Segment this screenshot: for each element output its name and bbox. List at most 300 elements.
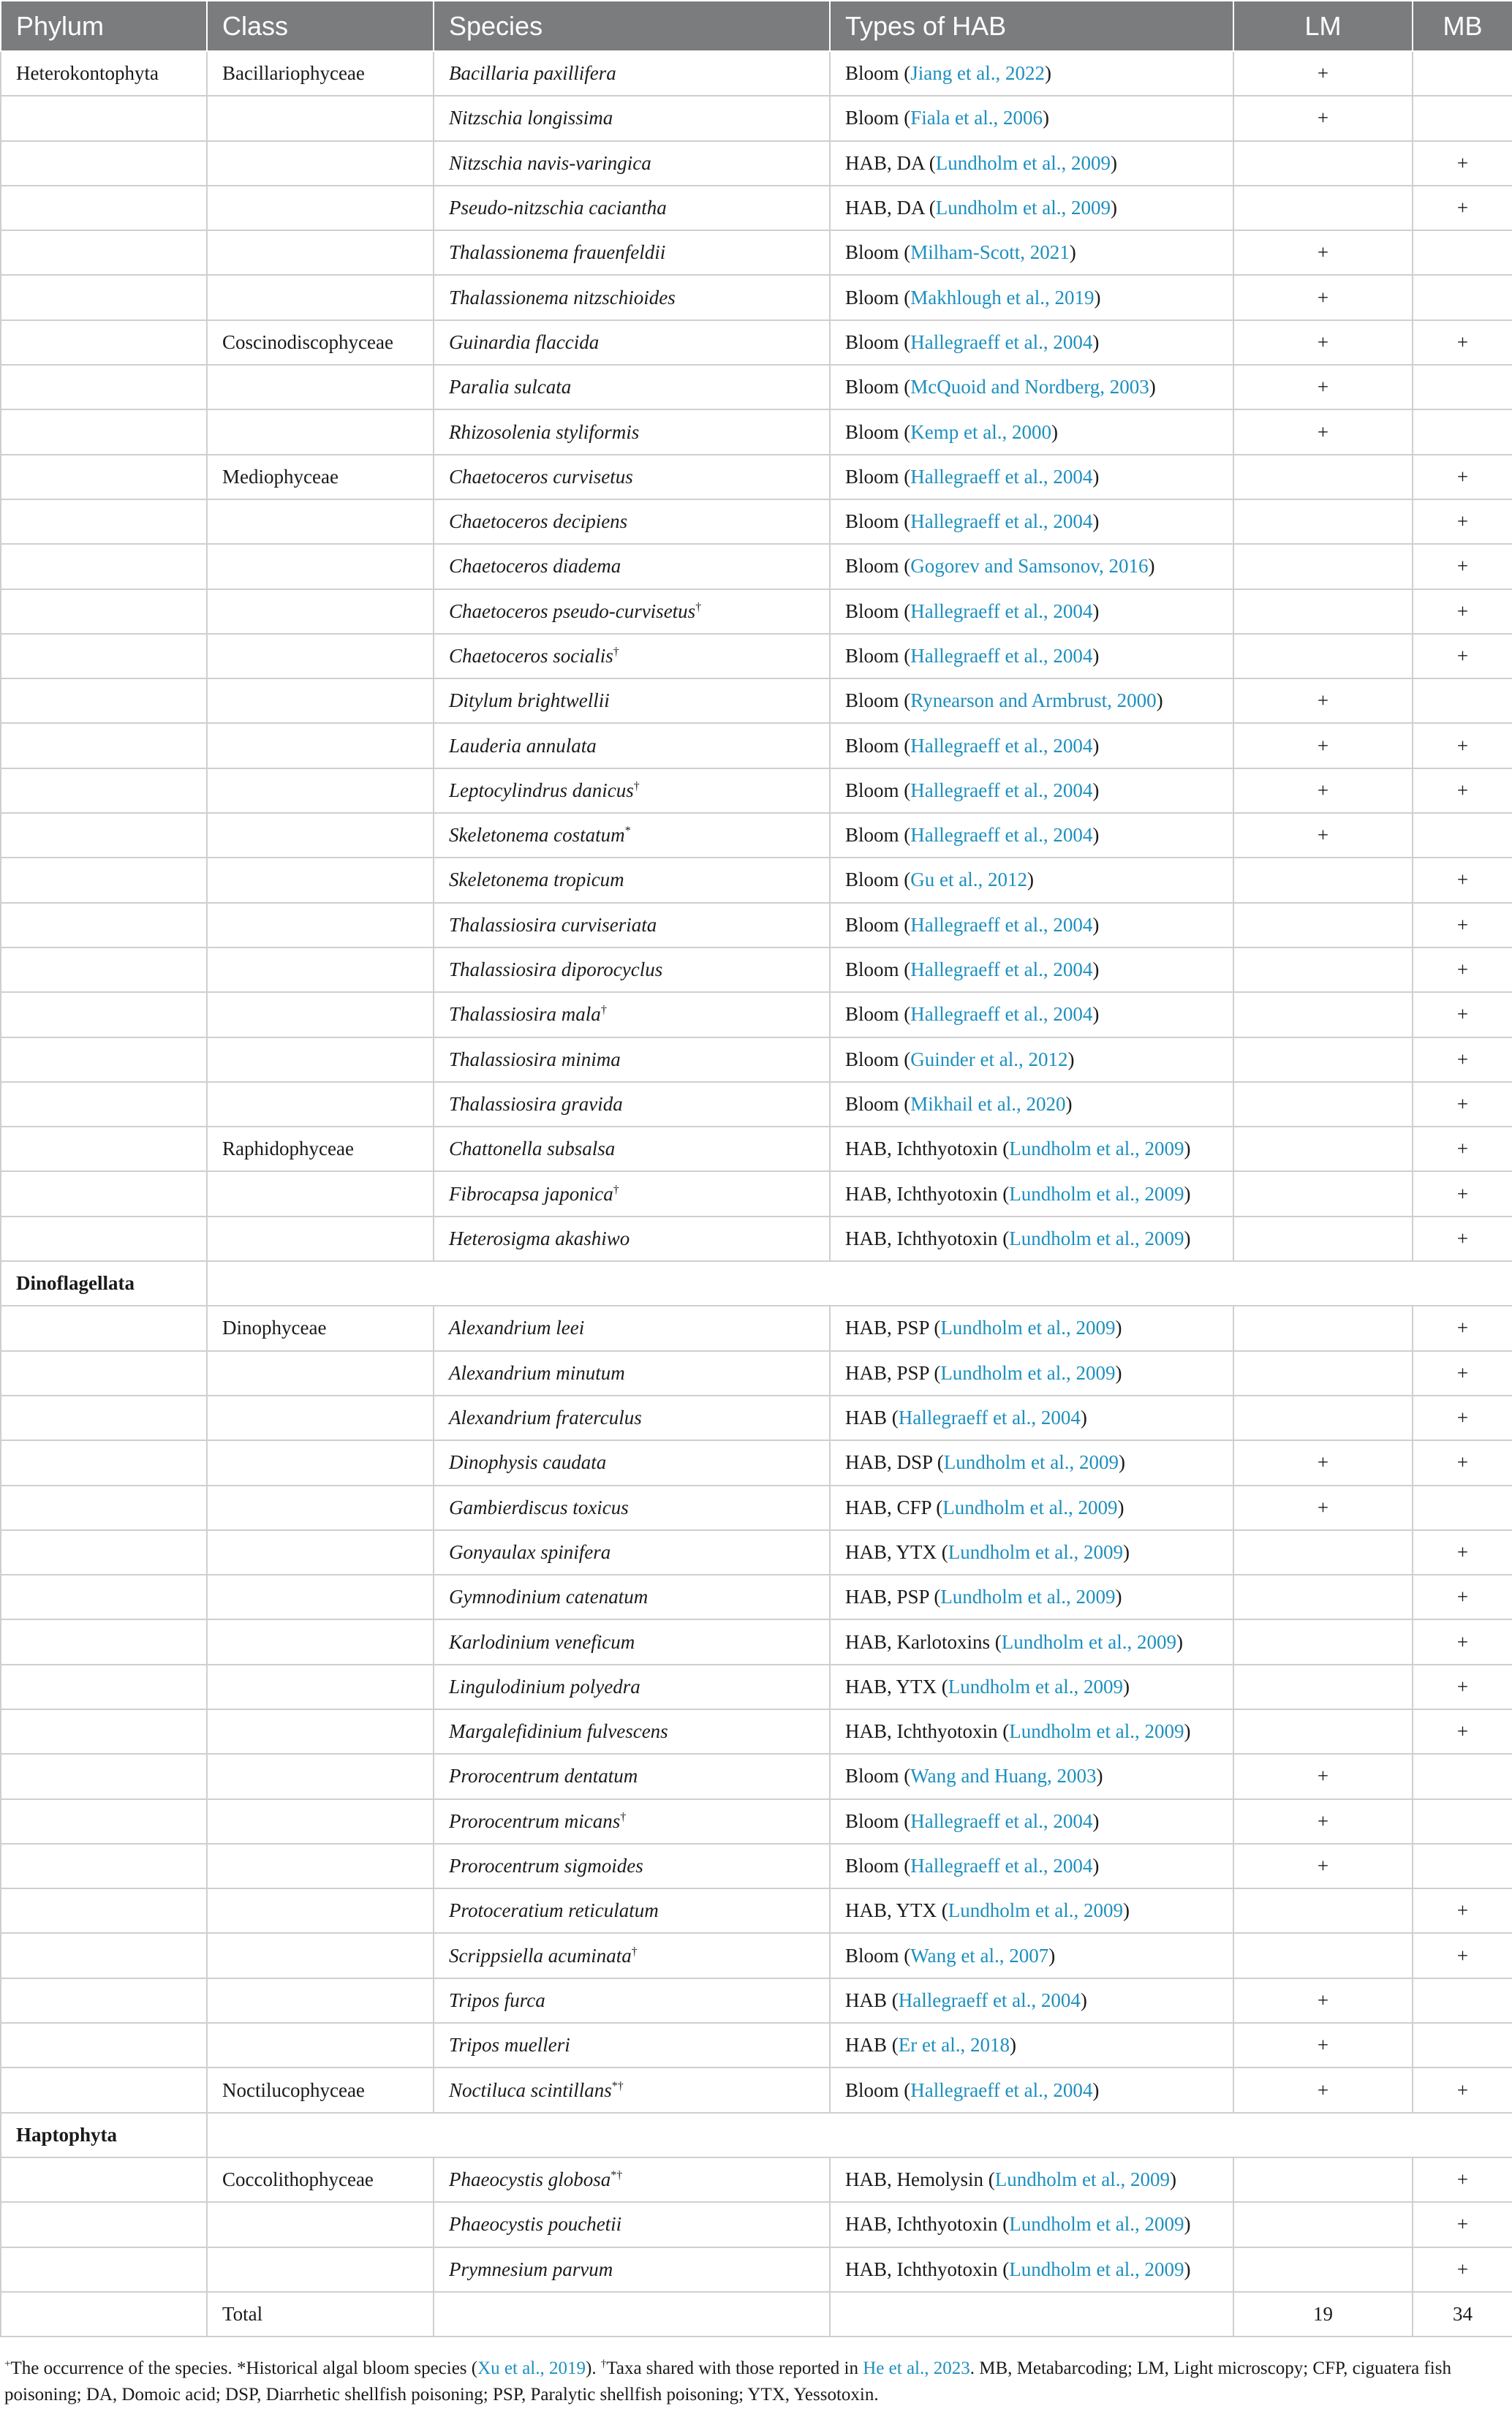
hab-type-text: Bloom (845, 555, 899, 578)
hab-type-text: Bloom (845, 465, 899, 488)
species-cell (434, 2023, 830, 2068)
species-row (1, 275, 1512, 319)
species-name: Thalassionema frauenfeldii (449, 241, 666, 264)
reference-link[interactable]: Milham-Scott, 2021 (910, 241, 1070, 264)
species-row (1, 768, 1512, 813)
class-cell (207, 1082, 434, 1127)
phylum-cell (1, 409, 207, 454)
class-cell (207, 903, 434, 947)
header-row (1, 1, 1512, 51)
hab-type-cell: HAB (Hallegraeff et al., 2004) (830, 1978, 1233, 2023)
lm-cell: + (1233, 723, 1413, 768)
reference-link[interactable]: Wang and Huang, 2003 (910, 1765, 1097, 1787)
hab-type-cell: HAB, PSP (Lundholm et al., 2009) (830, 1306, 1233, 1350)
reference-link[interactable]: Hallegraeff et al., 2004 (910, 465, 1093, 488)
phylum-cell (1, 1486, 207, 1530)
reference-link[interactable]: Lundholm et al., 2009 (1009, 2258, 1184, 2280)
hab-type-text: Bloom (845, 241, 899, 264)
reference-link[interactable]: Lundholm et al., 2009 (1009, 1227, 1184, 1249)
class-cell (207, 1396, 434, 1440)
hab-type-cell: HAB, YTX (Lundholm et al., 2009) (830, 1888, 1233, 1933)
class-cell (207, 1037, 434, 1082)
hab-type-text: HAB, YTX (845, 1675, 937, 1698)
hab-type-text: HAB, PSP (845, 1317, 929, 1339)
mb-cell: + (1413, 1709, 1512, 1754)
empty-cell (1, 2292, 207, 2337)
lm-cell (1233, 1888, 1413, 1933)
reference-link[interactable]: Lundholm et al., 2009 (948, 1899, 1123, 1922)
mb-cell: + (1413, 992, 1512, 1037)
empty-cell (207, 2113, 1512, 2157)
species-cell (434, 1888, 830, 1933)
hab-type-text: Bloom (845, 510, 899, 533)
species-cell (434, 1530, 830, 1575)
mb-cell: + (1413, 903, 1512, 947)
species-name: Phaeocystis pouchetii (449, 2213, 622, 2236)
class-cell (207, 186, 434, 230)
species-name: Thalassiosira minima (449, 1048, 621, 1070)
species-name: Lingulodinium polyedra (449, 1675, 640, 1698)
lm-cell: + (1233, 768, 1413, 813)
class-cell (207, 1844, 434, 1888)
species-row (1, 2202, 1512, 2247)
footnote-text: ). (586, 2358, 601, 2378)
species-name: Bacillaria paxillifera (449, 62, 616, 85)
hab-type-text: Bloom (845, 734, 899, 757)
phylum-cell (1, 2068, 207, 2112)
reference-link[interactable]: Kemp et al., 2000 (910, 420, 1051, 443)
species-name: Fibrocapsa japonica (449, 1182, 613, 1205)
species-cell (434, 2202, 830, 2247)
reference-link[interactable]: Lundholm et al., 2009 (1009, 2213, 1184, 2236)
phylum-cell (1, 230, 207, 275)
species-cell (434, 186, 830, 230)
empty-cell (207, 1261, 1512, 1306)
species-name: Nitzschia longissima (449, 107, 613, 129)
reference-link[interactable]: Lundholm et al., 2009 (943, 1451, 1119, 1474)
phylum-cell (1, 1888, 207, 1933)
lm-cell (1233, 1082, 1413, 1127)
hab-type-text: HAB (845, 2034, 888, 2057)
class-cell (207, 1799, 434, 1844)
phylum-cell (1, 1082, 207, 1127)
mb-cell: + (1413, 455, 1512, 499)
species-row (1, 320, 1512, 365)
reference-link[interactable]: Lundholm et al., 2009 (940, 1586, 1116, 1608)
species-mark: † (631, 1945, 638, 1958)
hab-type-cell: Bloom (Gogorev and Samsonov, 2016) (830, 544, 1233, 589)
hab-type-cell: Bloom (Wang et al., 2007) (830, 1933, 1233, 1978)
footnote-reference-link[interactable]: Xu et al., 2019 (477, 2358, 586, 2378)
phylum-cell (1, 365, 207, 409)
species-row (1, 499, 1512, 544)
hab-type-cell: Bloom (Rynearson and Armbrust, 2000) (830, 678, 1233, 723)
lm-cell (1233, 2202, 1413, 2247)
species-row (1, 230, 1512, 275)
species-row (1, 1306, 1512, 1350)
reference-link[interactable]: Lundholm et al., 2009 (948, 1675, 1123, 1698)
mb-cell (1413, 1799, 1512, 1844)
phylum-cell (1, 1933, 207, 1978)
mb-cell: + (1413, 1888, 1512, 1933)
lm-cell: + (1233, 1799, 1413, 1844)
hab-type-text: HAB (845, 1407, 888, 1429)
species-row (1, 1754, 1512, 1798)
reference-link[interactable]: Lundholm et al., 2009 (1009, 1182, 1184, 1205)
species-mark: † (613, 1183, 619, 1196)
lm-cell: + (1233, 409, 1413, 454)
hab-type-cell: HAB, Ichthyotoxin (Lundholm et al., 2009) (830, 1709, 1233, 1754)
hab-type-text: HAB, PSP (845, 1361, 929, 1384)
lm-cell (1233, 858, 1413, 902)
phylum-cell (1, 544, 207, 589)
class-cell (207, 723, 434, 768)
mb-cell (1413, 2023, 1512, 2068)
mb-cell (1413, 96, 1512, 140)
species-mark: † (695, 600, 702, 613)
phylum-cell (1, 1709, 207, 1754)
hab-type-cell: HAB (Hallegraeff et al., 2004) (830, 1396, 1233, 1440)
lm-cell (1233, 1306, 1413, 1350)
hab-type-text: Bloom (845, 1048, 899, 1070)
hab-type-cell: Bloom (Hallegraeff et al., 2004) (830, 813, 1233, 858)
species-mark: † (600, 1004, 607, 1017)
reference-link[interactable]: Hallegraeff et al., 2004 (898, 1989, 1081, 2011)
hab-type-cell: Bloom (Hallegraeff et al., 2004) (830, 499, 1233, 544)
species-row (1, 1799, 1512, 1844)
mb-cell: + (1413, 1217, 1512, 1261)
species-cell (434, 544, 830, 589)
species-name: Nitzschia navis-varingica (449, 151, 651, 174)
species-row (1, 1709, 1512, 1754)
lm-cell (1233, 1037, 1413, 1082)
reference-link[interactable]: Gu et al., 2012 (910, 869, 1027, 891)
class-cell (207, 858, 434, 902)
reference-link[interactable]: Hallegraeff et al., 2004 (910, 779, 1093, 801)
mb-cell: + (1413, 1530, 1512, 1575)
hab-type-cell: HAB, YTX (Lundholm et al., 2009) (830, 1665, 1233, 1709)
hab-type-cell: Bloom (Wang and Huang, 2003) (830, 1754, 1233, 1798)
hab-type-cell: Bloom (Hallegraeff et al., 2004) (830, 634, 1233, 678)
hab-type-cell: Bloom (Hallegraeff et al., 2004) (830, 320, 1233, 365)
reference-link[interactable]: Lundholm et al., 2009 (940, 1317, 1116, 1339)
hab-type-text: Bloom (845, 1765, 899, 1787)
mb-cell: + (1413, 141, 1512, 186)
class-cell (207, 1351, 434, 1396)
species-name: Margalefidinium fulvescens (449, 1720, 668, 1743)
hab-type-text: HAB, YTX (845, 1899, 937, 1922)
reference-link[interactable]: Hallegraeff et al., 2004 (910, 2078, 1093, 2101)
reference-link[interactable]: Lundholm et al., 2009 (994, 2168, 1170, 2191)
species-name: Chaetoceros socialis (449, 645, 613, 667)
reference-link[interactable]: Wang et al., 2007 (910, 1944, 1049, 1967)
mb-cell: + (1413, 1171, 1512, 1216)
species-row (1, 1575, 1512, 1619)
hab-type-text: Bloom (845, 62, 899, 85)
mb-cell (1413, 813, 1512, 858)
mb-cell: + (1413, 1082, 1512, 1127)
reference-link[interactable]: Lundholm et al., 2009 (948, 1540, 1123, 1563)
mb-cell (1413, 1978, 1512, 2023)
phylum-cell (1, 1575, 207, 1619)
class-cell (207, 813, 434, 858)
phylum-cell (1, 1127, 207, 1171)
species-name: Thalassiosira curviseriata (449, 913, 657, 936)
mb-cell: + (1413, 1575, 1512, 1619)
hab-type-cell: Bloom (Hallegraeff et al., 2004) (830, 768, 1233, 813)
phylum-cell (1, 768, 207, 813)
species-name: Ditylum brightwellii (449, 689, 610, 712)
reference-link[interactable]: Hallegraeff et al., 2004 (910, 734, 1093, 757)
lm-cell (1233, 1171, 1413, 1216)
species-row (1, 1351, 1512, 1396)
reference-link[interactable]: Fiala et al., 2006 (910, 107, 1043, 129)
hab-type-text: HAB, DSP (845, 1451, 933, 1474)
phylum-cell (1, 1978, 207, 2023)
reference-link[interactable]: Hallegraeff et al., 2004 (910, 1003, 1093, 1026)
reference-link[interactable]: Hallegraeff et al., 2004 (898, 1407, 1081, 1429)
reference-link[interactable]: Makhlough et al., 2019 (910, 286, 1095, 309)
species-cell (434, 768, 830, 813)
hab-type-text: HAB, Karlotoxins (845, 1630, 990, 1653)
hab-type-cell: HAB, CFP (Lundholm et al., 2009) (830, 1486, 1233, 1530)
species-cell (434, 1799, 830, 1844)
hab-type-cell: HAB, Hemolysin (Lundholm et al., 2009) (830, 2157, 1233, 2202)
reference-link[interactable]: Er et al., 2018 (898, 2034, 1010, 2057)
reference-link[interactable]: Hallegraeff et al., 2004 (910, 958, 1093, 981)
hab-type-text: HAB, Ichthyotoxin (845, 1138, 998, 1160)
hab-type-text: Bloom (845, 1809, 899, 1832)
phylum-cell (1, 903, 207, 947)
phylum-cell (1, 1619, 207, 1664)
reference-link[interactable]: Hallegraeff et al., 2004 (910, 645, 1093, 667)
phylum-cell (1, 634, 207, 678)
hab-type-text: HAB, Ichthyotoxin (845, 1720, 998, 1743)
class-cell (207, 1665, 434, 1709)
table-body (1, 51, 1512, 2337)
hab-type-cell: HAB, DSP (Lundholm et al., 2009) (830, 1440, 1233, 1485)
species-row (1, 1396, 1512, 1440)
hab-type-text: HAB, Ichthyotoxin (845, 1227, 998, 1249)
mb-cell: + (1413, 186, 1512, 230)
reference-link[interactable]: Lundholm et al., 2009 (1009, 1138, 1184, 1160)
reference-link[interactable]: Jiang et al., 2022 (910, 62, 1045, 85)
header-lm: LM (1233, 1, 1413, 51)
species-cell (434, 1082, 830, 1127)
species-cell (434, 992, 830, 1037)
reference-link[interactable]: Lundholm et al., 2009 (1001, 1630, 1176, 1653)
lm-cell: + (1233, 230, 1413, 275)
class-cell (207, 499, 434, 544)
lm-cell: + (1233, 320, 1413, 365)
hab-type-cell: HAB, Karlotoxins (Lundholm et al., 2009) (830, 1619, 1233, 1664)
reference-link[interactable]: Lundholm et al., 2009 (1009, 1720, 1184, 1743)
reference-link[interactable]: Lundholm et al., 2009 (935, 151, 1111, 174)
species-name: Alexandrium minutum (449, 1361, 625, 1384)
lm-cell (1233, 1127, 1413, 1171)
species-cell (434, 455, 830, 499)
species-name: Paralia sulcata (449, 376, 572, 398)
class-cell: Dinophyceae (207, 1306, 434, 1350)
species-cell (434, 1351, 830, 1396)
mb-cell: + (1413, 1037, 1512, 1082)
species-cell (434, 1440, 830, 1485)
mb-cell: + (1413, 1127, 1512, 1171)
lm-cell (1233, 2247, 1413, 2292)
class-cell (207, 1709, 434, 1754)
species-name: Alexandrium fraterculus (449, 1407, 642, 1429)
table-footnote (4, 2356, 1503, 2408)
hab-type-cell: Bloom (Hallegraeff et al., 2004) (830, 589, 1233, 634)
species-row (1, 947, 1512, 992)
species-name: Alexandrium leei (449, 1317, 585, 1339)
species-name: Thalassiosira mala (449, 1003, 601, 1026)
reference-link[interactable]: Hallegraeff et al., 2004 (910, 1855, 1093, 1877)
phylum-group-row (1, 1261, 1512, 1306)
hab-type-cell: Bloom (Hallegraeff et al., 2004) (830, 903, 1233, 947)
species-row (1, 1844, 1512, 1888)
hab-type-text: HAB, DA (845, 197, 925, 219)
species-row (1, 2023, 1512, 2068)
hab-type-cell: Bloom (Hallegraeff et al., 2004) (830, 455, 1233, 499)
hab-type-cell: Bloom (Hallegraeff et al., 2004) (830, 1799, 1233, 1844)
hab-type-cell: HAB, Ichthyotoxin (Lundholm et al., 2009) (830, 1171, 1233, 1216)
hab-type-text: HAB, PSP (845, 1586, 929, 1608)
hab-type-cell: Bloom (Hallegraeff et al., 2004) (830, 1844, 1233, 1888)
hab-type-cell: HAB, YTX (Lundholm et al., 2009) (830, 1530, 1233, 1575)
hab-type-text: Bloom (845, 1092, 899, 1115)
species-cell (434, 1709, 830, 1754)
species-cell (434, 1754, 830, 1798)
species-row (1, 96, 1512, 140)
hab-type-cell: Bloom (Guinder et al., 2012) (830, 1037, 1233, 1082)
reference-link[interactable]: Gogorev and Samsonov, 2016 (910, 555, 1149, 578)
reference-link[interactable]: Hallegraeff et al., 2004 (910, 510, 1093, 533)
reference-link[interactable]: Lundholm et al., 2009 (940, 1361, 1116, 1384)
lm-cell (1233, 1665, 1413, 1709)
hab-type-text: HAB, YTX (845, 1540, 937, 1563)
header-phylum: Phylum (1, 1, 207, 51)
species-cell (434, 1217, 830, 1261)
phylum-cell (1, 947, 207, 992)
mb-cell (1413, 1844, 1512, 1888)
hab-type-text: HAB, Ichthyotoxin (845, 2213, 998, 2236)
reference-link[interactable]: Mikhail et al., 2020 (910, 1092, 1066, 1115)
species-name: Prymnesium parvum (449, 2258, 613, 2280)
species-row (1, 1888, 1512, 1933)
hab-type-cell: Bloom (Hallegraeff et al., 2004) (830, 947, 1233, 992)
lm-cell: + (1233, 678, 1413, 723)
hab-type-text: HAB, Ichthyotoxin (845, 1182, 998, 1205)
phylum-cell (1, 723, 207, 768)
class-cell (207, 365, 434, 409)
mb-cell (1413, 51, 1512, 96)
lm-cell (1233, 1709, 1413, 1754)
hab-type-text: Bloom (845, 913, 899, 936)
species-row (1, 634, 1512, 678)
phylum-cell (1, 2023, 207, 2068)
species-name: Scrippsiella acuminata (449, 1944, 632, 1967)
hab-type-text: Bloom (845, 1003, 899, 1026)
mb-cell: + (1413, 2068, 1512, 2112)
hab-type-text: Bloom (845, 599, 899, 622)
reference-link[interactable]: Hallegraeff et al., 2004 (910, 1809, 1093, 1832)
species-mark: *† (611, 2169, 623, 2182)
hab-type-text: Bloom (845, 330, 899, 353)
hab-type-text: Bloom (845, 286, 899, 309)
lm-cell (1233, 1351, 1413, 1396)
species-cell (434, 1171, 830, 1216)
hab-type-cell: Bloom (Hallegraeff et al., 2004) (830, 723, 1233, 768)
species-row (1, 1933, 1512, 1978)
species-row (1, 51, 1512, 96)
species-cell (434, 634, 830, 678)
species-row (1, 1619, 1512, 1664)
class-cell (207, 2023, 434, 2068)
lm-cell: + (1233, 1486, 1413, 1530)
species-cell (434, 1619, 830, 1664)
footnote-reference-link[interactable]: He et al., 2023 (863, 2358, 970, 2378)
class-cell (207, 1754, 434, 1798)
species-row (1, 1127, 1512, 1171)
species-row (1, 365, 1512, 409)
reference-link[interactable]: Hallegraeff et al., 2004 (910, 913, 1093, 936)
species-name: Chaetoceros diadema (449, 555, 621, 578)
species-name: Gonyaulax spinifera (449, 1540, 611, 1563)
species-row (1, 1171, 1512, 1216)
reference-link[interactable]: Hallegraeff et al., 2004 (910, 330, 1093, 353)
lm-cell (1233, 1530, 1413, 1575)
lm-cell (1233, 499, 1413, 544)
class-cell (207, 409, 434, 454)
reference-link[interactable]: Guinder et al., 2012 (910, 1048, 1068, 1070)
species-row (1, 186, 1512, 230)
species-name: Noctiluca scintillans (449, 2078, 612, 2101)
lm-cell: + (1233, 51, 1413, 96)
lm-cell (1233, 1619, 1413, 1664)
reference-link[interactable]: McQuoid and Nordberg, 2003 (910, 376, 1149, 398)
phylum-cell (1, 1037, 207, 1082)
hab-type-cell: Bloom (McQuoid and Nordberg, 2003) (830, 365, 1233, 409)
reference-link[interactable]: Lundholm et al., 2009 (942, 1496, 1118, 1518)
species-cell (434, 858, 830, 902)
species-row (1, 1530, 1512, 1575)
mb-cell: + (1413, 768, 1512, 813)
phylum-cell (1, 1217, 207, 1261)
mb-cell (1413, 275, 1512, 319)
hab-type-cell: Bloom (Mikhail et al., 2020) (830, 1082, 1233, 1127)
species-row (1, 2068, 1512, 2112)
species-row (1, 2247, 1512, 2292)
species-cell (434, 903, 830, 947)
footnote-text: Taxa shared with those reported in (606, 2358, 863, 2378)
reference-link[interactable]: Hallegraeff et al., 2004 (910, 599, 1093, 622)
species-cell (434, 723, 830, 768)
reference-link[interactable]: Lundholm et al., 2009 (935, 197, 1111, 219)
header-types-of-hab: Types of HAB (830, 1, 1233, 51)
species-row (1, 1440, 1512, 1485)
class-cell: Coccolithophyceae (207, 2157, 434, 2202)
hab-type-cell: HAB (Er et al., 2018) (830, 2023, 1233, 2068)
hab-type-cell: Bloom (Hallegraeff et al., 2004) (830, 2068, 1233, 2112)
reference-link[interactable]: Hallegraeff et al., 2004 (910, 824, 1093, 847)
species-name: Lauderia annulata (449, 734, 597, 757)
hab-type-text: HAB, Ichthyotoxin (845, 2258, 998, 2280)
lm-cell: + (1233, 96, 1413, 140)
species-cell (434, 589, 830, 634)
reference-link[interactable]: Rynearson and Armbrust, 2000 (910, 689, 1157, 712)
species-cell (434, 1978, 830, 2023)
